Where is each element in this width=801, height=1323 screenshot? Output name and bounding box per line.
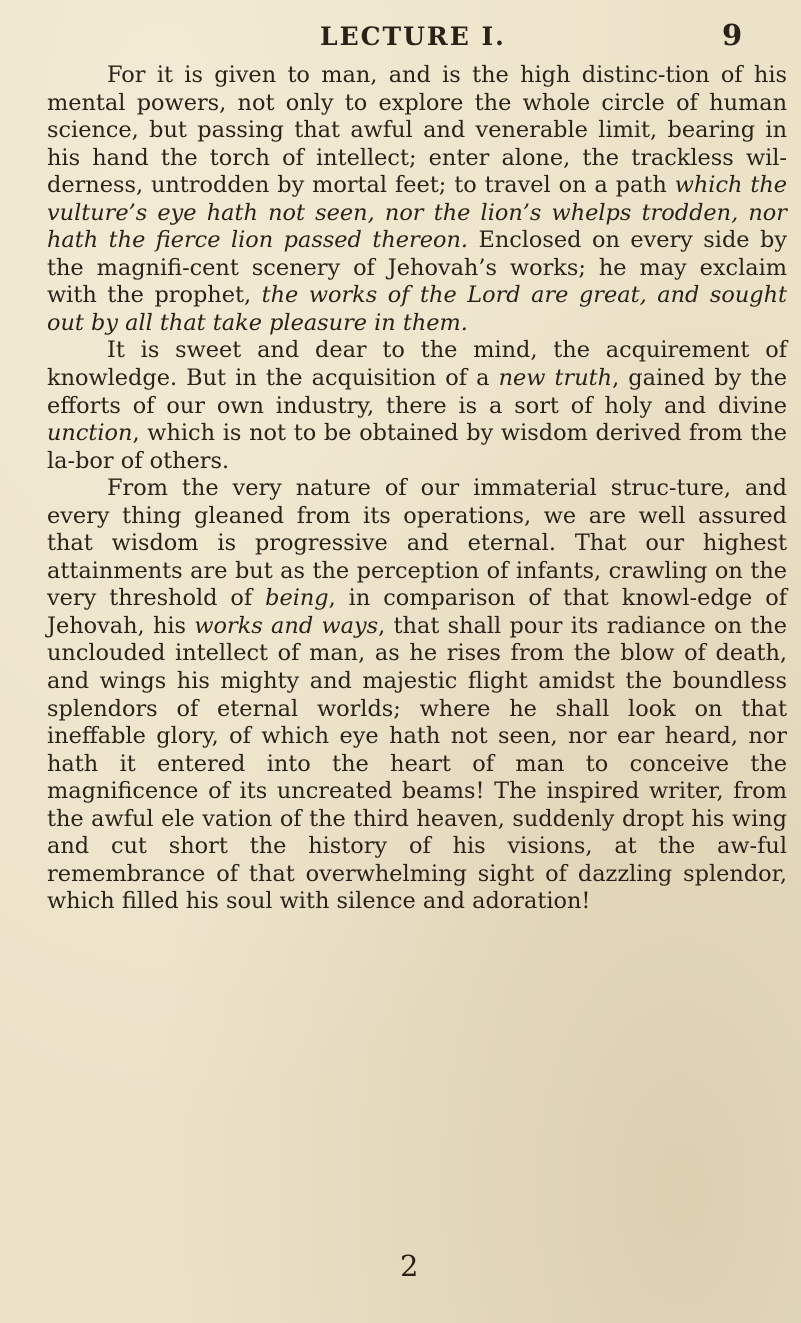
body-text <box>47 62 787 916</box>
signature-mark: 2 <box>400 1249 419 1283</box>
running-head <box>0 14 801 54</box>
text-run: , which is not to be obtained by wisdom derived from the la-bor of others. <box>47 420 787 474</box>
paragraph <box>47 337 787 475</box>
italic-text: which the vulture’s eye hath not seen, nor the lion’s whelps trodden, nor hath the fierce lion passed thereon. <box>47 172 787 254</box>
page-number: 9 <box>722 18 743 52</box>
text-run: From the very nature of our immaterial struc-ture, and every thing gleaned from its operations, we are well assured that wisdom is progressive and eternal. That our highest attainments are but as the perception of infants, crawling on the very threshold of <box>47 475 787 612</box>
italic-text: new truth <box>498 365 613 392</box>
paragraph <box>47 62 787 337</box>
text-run: , that shall pour its radiance on the unclouded intellect of man, as he rises from the blow of death, and wings his mighty and majestic flight amidst the boundless splendors of eternal worlds; where he shall look on that ineffable glory, of which eye hath not seen, nor ear heard, nor hath it entered into the heart of man to conceive the magnificence of its uncreated beams! The inspired writer, from the awful ele vation of the third heaven, suddenly dropt his wing and cut short the history of his visions, at the aw-ful remembrance of that overwhelming sight of dazzling splendor, which filled his soul with silence and adoration! <box>47 612 787 915</box>
italic-text: the works of the Lord are great, and sought out by all that take pleasure in them. <box>47 282 788 336</box>
text-run: , gained by the efforts of our own industry, there is a sort of holy and divine <box>47 365 787 419</box>
text-run: Enclosed on every side by the magnifi-cent scenery of Jehovah’s works; he may exclaim with the prophet, <box>47 227 787 309</box>
italic-text: unction <box>47 420 133 447</box>
text-run: It is sweet and dear to the mind, the acquirement of knowledge. But in the acquisition of a <box>47 337 787 392</box>
text-run: For it is given to man, and is the high distinc-tion of his mental powers, not only to explore the whole circle of human science, but passing that awful and venerable limit, bearing in his hand the torch of intellect; enter alone, the trackless wil-derness, untrodden by mortal feet; to travel on a path <box>47 62 787 199</box>
paragraph <box>47 475 787 916</box>
running-title: LECTURE I. <box>320 22 506 51</box>
italic-text: being <box>265 585 329 612</box>
text-run: , in comparison of that knowl-edge of Jehovah, his <box>47 585 787 639</box>
italic-text: works and ways <box>194 612 379 639</box>
